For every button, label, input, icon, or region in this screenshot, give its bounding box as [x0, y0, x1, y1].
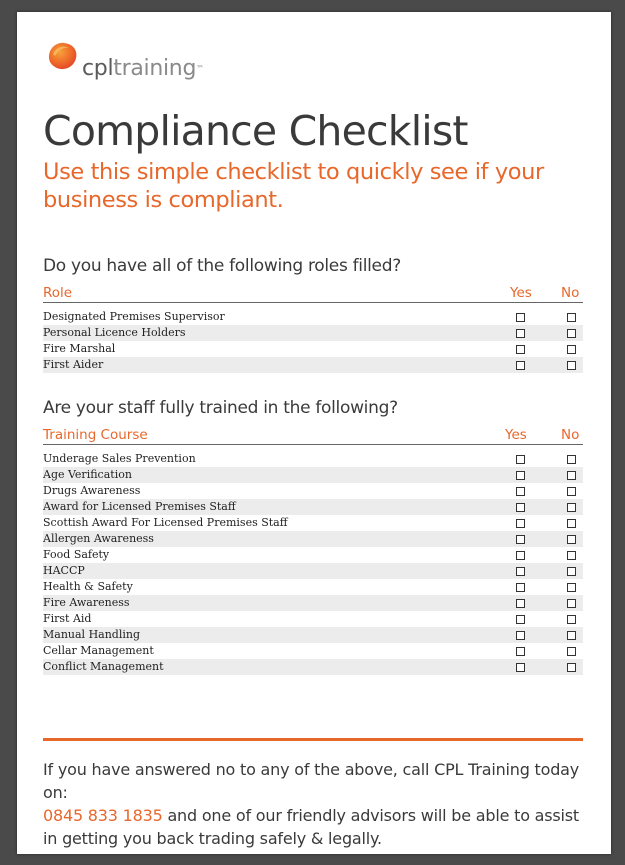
yes-checkbox[interactable]: [516, 647, 525, 656]
no-checkbox[interactable]: [567, 567, 576, 576]
row-label: Personal Licence Holders: [43, 326, 186, 339]
column-header-yes: Yes: [510, 285, 532, 301]
column-header-no: No: [561, 427, 580, 443]
row-label: Fire Marshal: [43, 342, 116, 355]
row-label: Allergen Awareness: [43, 532, 154, 545]
table-row: [43, 483, 583, 499]
table-row: [43, 325, 583, 341]
table-row: [43, 467, 583, 483]
table-row: [43, 579, 583, 595]
row-label: Cellar Management: [43, 644, 154, 657]
yes-checkbox[interactable]: [516, 519, 525, 528]
row-label: Designated Premises Supervisor: [43, 310, 225, 323]
column-header-no: No: [561, 285, 580, 301]
table-row: [43, 357, 583, 373]
no-checkbox[interactable]: [567, 503, 576, 512]
no-checkbox[interactable]: [567, 329, 576, 338]
no-checkbox[interactable]: [567, 345, 576, 354]
table-row: [43, 659, 583, 675]
row-label: Award for Licensed Premises Staff: [43, 500, 236, 513]
no-checkbox[interactable]: [567, 455, 576, 464]
no-checkbox[interactable]: [567, 631, 576, 640]
logo-mark-icon: [44, 40, 80, 76]
table-row: [43, 627, 583, 643]
yes-checkbox[interactable]: [516, 455, 525, 464]
row-label: Age Verification: [43, 468, 132, 481]
no-checkbox[interactable]: [567, 471, 576, 480]
footer-divider: [43, 738, 583, 741]
yes-checkbox[interactable]: [516, 487, 525, 496]
table-row: [43, 499, 583, 515]
table-row: [43, 595, 583, 611]
table-row: [43, 515, 583, 531]
no-checkbox[interactable]: [567, 647, 576, 656]
yes-checkbox[interactable]: [516, 535, 525, 544]
table-header-training: [43, 426, 583, 445]
yes-checkbox[interactable]: [516, 663, 525, 672]
row-label: Underage Sales Prevention: [43, 452, 196, 465]
yes-checkbox[interactable]: [516, 313, 525, 322]
table-row: [43, 643, 583, 659]
footer-line1: If you have answered no to any of the above, call CPL Training today on:: [43, 760, 580, 802]
row-label: Health & Safety: [43, 580, 133, 593]
footer-phone-number[interactable]: 0845 833 1835: [43, 806, 163, 825]
row-label: First Aid: [43, 612, 92, 625]
table-row: [43, 341, 583, 357]
column-header-yes: Yes: [505, 427, 527, 443]
row-label: Manual Handling: [43, 628, 141, 641]
yes-checkbox[interactable]: [516, 599, 525, 608]
row-label: First Aider: [43, 358, 104, 371]
yes-checkbox[interactable]: [516, 345, 525, 354]
no-checkbox[interactable]: [567, 615, 576, 624]
yes-checkbox[interactable]: [516, 631, 525, 640]
footer-callout: [43, 758, 588, 850]
table-row: [43, 611, 583, 627]
table-row: [43, 309, 583, 325]
page-subtitle: Use this simple checklist to quickly see if your business is compliant.: [43, 159, 544, 213]
yes-checkbox[interactable]: [516, 551, 525, 560]
column-header-training-course: Training Course: [43, 427, 148, 443]
yes-checkbox[interactable]: [516, 471, 525, 480]
no-checkbox[interactable]: [567, 313, 576, 322]
footer-line2: and one of our friendly advisors will be able to assist in getting you back trading safely & legally.: [43, 806, 580, 848]
table-header-roles: [43, 284, 583, 303]
section-question-training: Are your staff fully trained in the following?: [43, 398, 398, 418]
yes-checkbox[interactable]: [516, 567, 525, 576]
row-label: Fire Awareness: [43, 596, 130, 609]
row-label: HACCP: [43, 564, 85, 577]
table-row: [43, 531, 583, 547]
table-row: [43, 563, 583, 579]
table-row: [43, 547, 583, 563]
training-table: [43, 451, 583, 675]
no-checkbox[interactable]: [567, 535, 576, 544]
no-checkbox[interactable]: [567, 583, 576, 592]
yes-checkbox[interactable]: [516, 361, 525, 370]
yes-checkbox[interactable]: [516, 503, 525, 512]
table-row: [43, 451, 583, 467]
yes-checkbox[interactable]: [516, 615, 525, 624]
logo-wordmark: cpltraining™: [82, 56, 204, 81]
yes-checkbox[interactable]: [516, 583, 525, 592]
no-checkbox[interactable]: [567, 487, 576, 496]
yes-checkbox[interactable]: [516, 329, 525, 338]
column-header-role: Role: [43, 285, 73, 301]
no-checkbox[interactable]: [567, 599, 576, 608]
no-checkbox[interactable]: [567, 663, 576, 672]
no-checkbox[interactable]: [567, 361, 576, 370]
page-title: Compliance Checklist: [43, 107, 468, 155]
no-checkbox[interactable]: [567, 519, 576, 528]
row-label: Food Safety: [43, 548, 110, 561]
row-label: Scottish Award For Licensed Premises Staff: [43, 516, 288, 529]
no-checkbox[interactable]: [567, 551, 576, 560]
section-question-roles: Do you have all of the following roles filled?: [43, 256, 401, 276]
row-label: Drugs Awareness: [43, 484, 141, 497]
document-page: [17, 12, 611, 854]
row-label: Conflict Management: [43, 660, 164, 673]
roles-table: [43, 309, 583, 373]
